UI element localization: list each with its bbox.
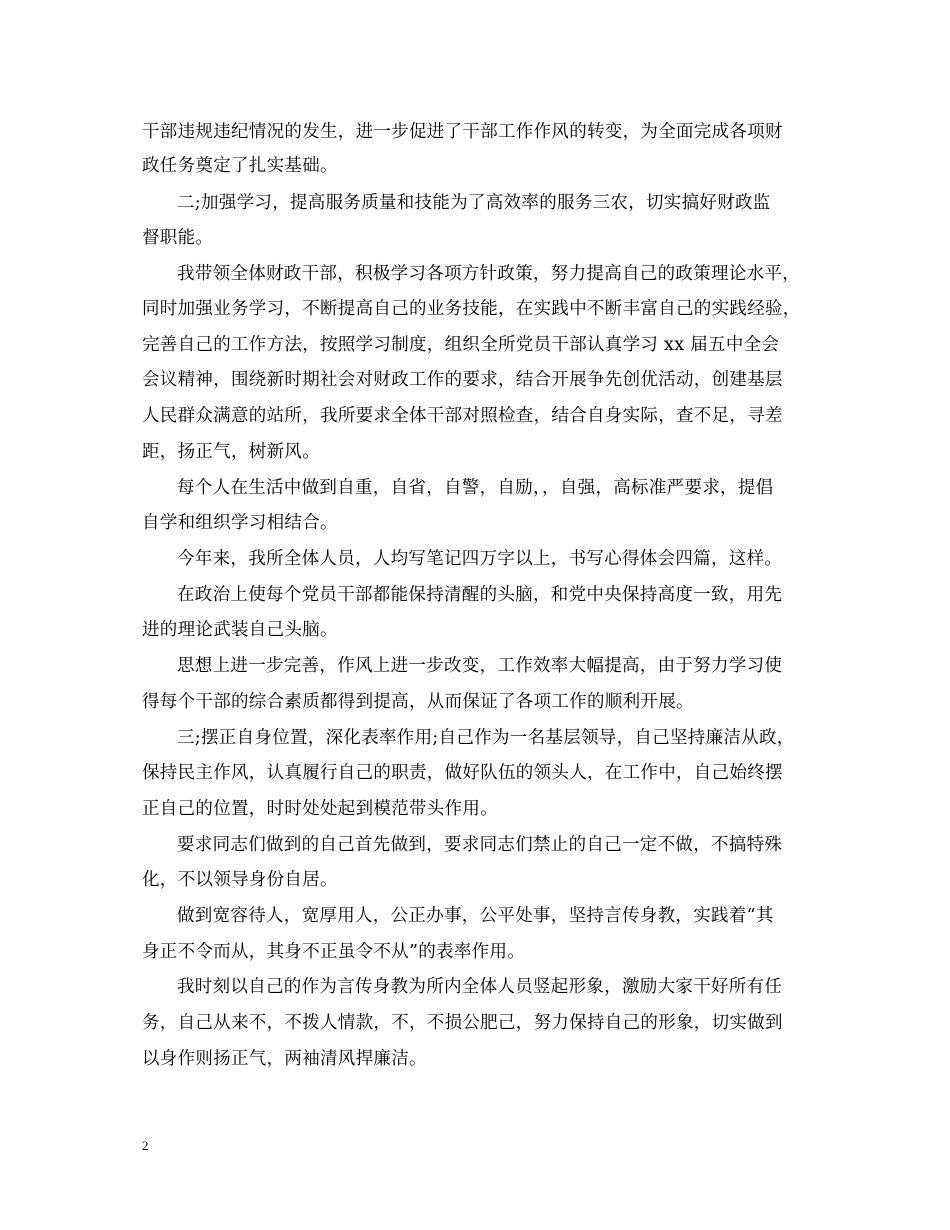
- text-line: 在政治上使每个党员干部都能保持清醒的头脑，和党中央保持高度一致，用先: [177, 585, 783, 605]
- text-line: 干部违规违纪情况的发生，进一步促进了干部工作作风的转变，为全面完成各项财: [142, 122, 783, 142]
- text-line: 务，自己从来不，不拨人情款，不，不损公肥己，努力保持自己的形象，切实做到: [142, 1013, 783, 1033]
- text-line: 以身作则扬正气，两袖清风捍廉洁。: [142, 1049, 427, 1069]
- text-line: 完善自己的工作方法，按照学习制度，组织全所党员干部认真学习 xx 届五中全会: [142, 335, 780, 355]
- text-line: 每个人在生活中做到自重，自省，自警，自励，，自强，高标准严要求，提倡: [177, 478, 774, 498]
- page-number: 2: [142, 1138, 149, 1153]
- text-line: 我带领全体财政干部，积极学习各项方针政策，努力提高自己的政策理论水平，: [177, 264, 800, 284]
- text-line: 身正不令而从，其身不正虽令不从”的表率作用。: [142, 942, 526, 962]
- text-line: 督职能。: [142, 228, 214, 248]
- text-line: 要求同志们做到的自己首先做到，要求同志们禁止的自己一定不做，不搞特殊: [177, 835, 783, 855]
- text-line: 得每个干部的综合素质都得到提高，从而保证了各项工作的顺利开展。: [142, 692, 694, 712]
- text-line: 今年来，我所全体人员，人均写笔记四万字以上，书写心得体会四篇，这样。: [177, 549, 783, 569]
- text-line: 三;摆正自身位置，深化表率作用;自己作为一名基层领导，自己坚持廉洁从政，: [177, 728, 795, 748]
- text-line: 人民群众满意的站所，我所要求全体干部对照检查，结合自身实际，查不足，寻差: [142, 406, 783, 426]
- text-line: 做到宽容待人，宽厚用人，公正办事，公平处事，坚持言传身教，实践着“其: [177, 906, 774, 926]
- text-line: 政任务奠定了扎实基础。: [142, 156, 338, 176]
- text-line: 进的理论武装自己头脑。: [142, 620, 338, 640]
- text-line: 会议精神，围绕新时期社会对财政工作的要求，结合开展争先创优活动，创建基层: [142, 370, 783, 390]
- text-line: 化，不以领导身份自居。: [142, 870, 338, 890]
- text-line: 思想上进一步完善，作风上进一步改变，工作效率大幅提高，由于努力学习使: [177, 656, 783, 676]
- text-line: 保持民主作风，认真履行自己的职责，做好队伍的领头人，在工作中，自己始终摆: [142, 763, 783, 783]
- text-line: 同时加强业务学习，不断提高自己的业务技能，在实践中不断丰富自己的实践经验，: [142, 299, 801, 319]
- text-line: 我时刻以自己的作为言传身教为所内全体人员竖起形象，激励大家干好所有任: [177, 977, 783, 997]
- text-line: 自学和组织学习相结合。: [142, 513, 338, 533]
- text-line: 二;加强学习，提高服务质量和技能为了高效率的服务三农，切实搞好财政监: [177, 193, 771, 213]
- text-line: 距，扬正气，树新风。: [142, 442, 320, 462]
- text-line: 正自己的位置，时时处处起到模范带头作用。: [142, 799, 498, 819]
